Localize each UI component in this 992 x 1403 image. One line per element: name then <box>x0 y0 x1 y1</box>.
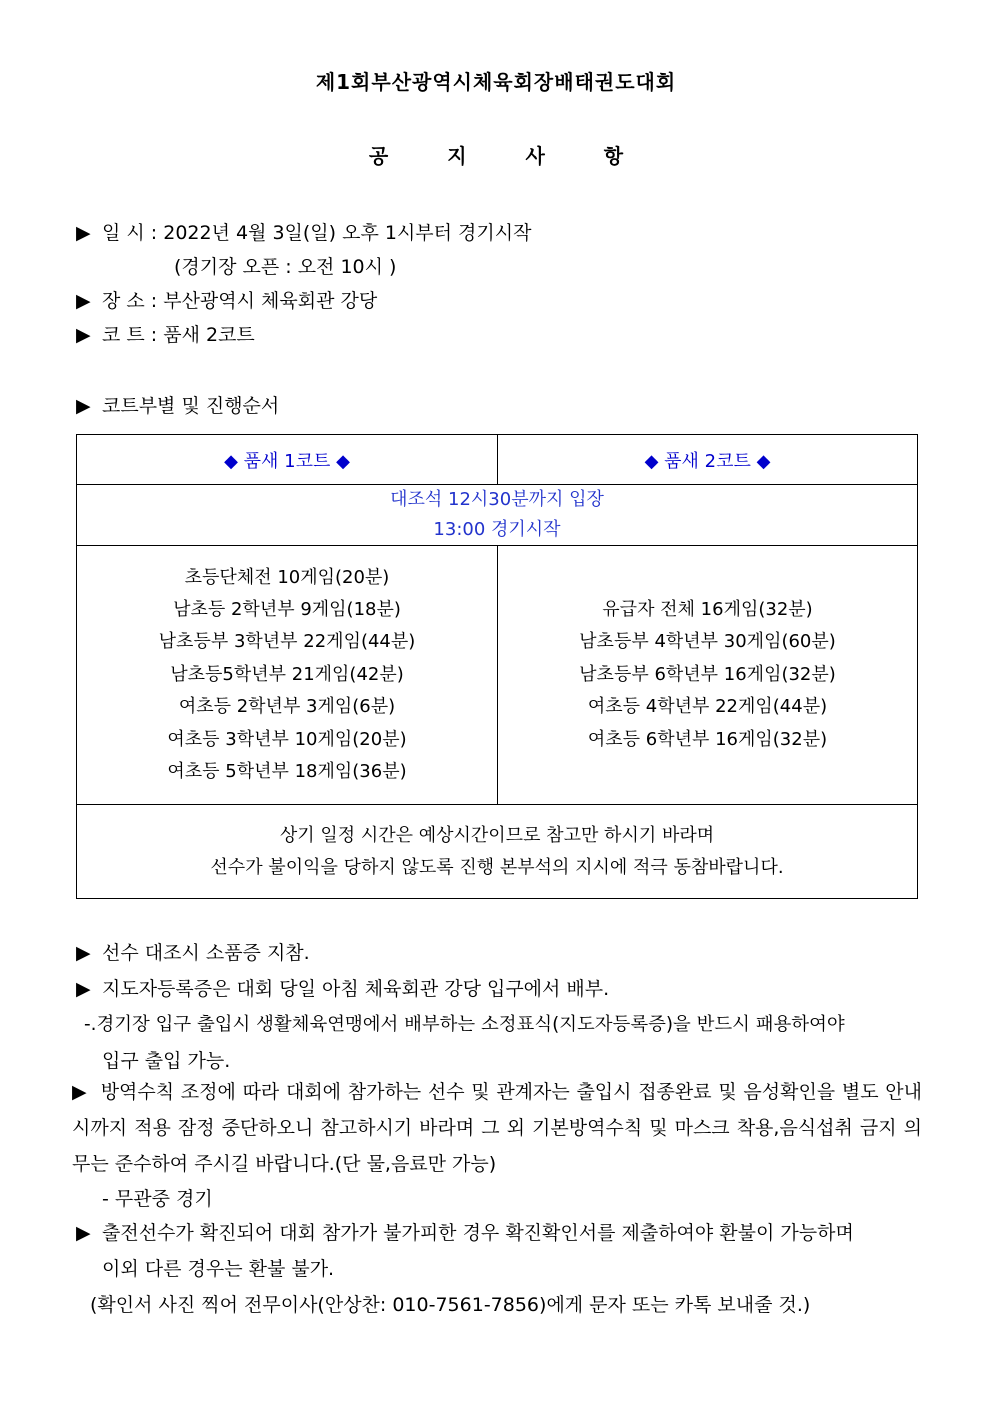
notice-2-sub-line-2: 입구 출입 가능. <box>102 1050 231 1072</box>
note-row <box>77 805 918 899</box>
schedule-table <box>76 434 918 899</box>
notice-3-text: 방역수칙 조정에 따라 대회에 참가하는 선수 및 관계자는 출입시 접종완료 및 음성확인을 별도 안내 시까지 적용 잠정 중단하오니 참고하시기 바라며 그 외 기본방역수칙 및 마스크 착용,음식섭취 금지 의무는 준수하여 주시길 바랍니다.(단 물,음료만 가능) <box>72 1081 922 1175</box>
document-subtitle: 공 지 사 항 <box>368 144 650 168</box>
bullet-arrow-icon: ▶ <box>76 290 91 312</box>
entry-line: 대조석 12시30분까지 입장 <box>390 489 604 510</box>
order-heading <box>76 391 279 418</box>
order-heading-text: 코트부별 및 진행순서 <box>102 395 280 417</box>
date-line: 일 시 : 2022년 4월 3일(일) 오후 1시부터 경기시작 <box>102 222 532 244</box>
notice-3-sub: - 무관중 경기 <box>102 1188 213 1210</box>
bullet-arrow-icon: ▶ <box>72 1081 88 1103</box>
table-header-row <box>77 435 918 485</box>
document-title: 제1회부산광역시체육회장배태권도대회 <box>315 70 677 94</box>
court1-header: ◆ 품새 1코트 ◆ <box>77 435 498 485</box>
list-item: 남초등부 3학년부 22게임(44분) <box>158 631 416 653</box>
list-item: 여초등 6학년부 16게임(32분) <box>587 728 828 750</box>
notice-1-text: 선수 대조시 소품증 지참. <box>102 942 310 964</box>
list-item: 여초등 2학년부 3게임(6분) <box>178 696 396 718</box>
list-item: 유급자 전체 16게임(32분) <box>602 598 813 620</box>
note-line-2: 선수가 불이익을 당하지 않도록 진행 본부석의 지시에 적극 동참바랍니다. <box>210 856 784 878</box>
list-item: 남초등부 4학년부 30게임(60분) <box>579 631 836 653</box>
notice-1 <box>76 938 310 965</box>
court2-header: ◆ 품새 2코트 ◆ <box>498 435 918 485</box>
list-item: 여초등 4학년부 22게임(44분) <box>587 696 828 718</box>
bullet-arrow-icon: ▶ <box>76 324 91 346</box>
entry-cell <box>77 485 918 546</box>
court-info <box>76 320 255 347</box>
list-item: 여초등 3학년부 10게임(20분) <box>167 728 407 750</box>
bullet-arrow-icon: ▶ <box>76 978 91 1000</box>
notice-4-text-line-1: 출전선수가 확진되어 대회 참가가 불가피한 경우 확진확인서를 제출하여야 환불이 가능하며 <box>102 1222 854 1244</box>
notice-4-text-line-2: 이외 다른 경우는 환불 불가. <box>102 1258 335 1280</box>
list-item: 남초등 2학년부 9게임(18분) <box>173 598 401 620</box>
open-time-line: (경기장 오픈 : 오전 10시 ) <box>174 256 397 278</box>
list-item: 남초등5학년부 21게임(42분) <box>170 663 404 685</box>
bullet-arrow-icon: ▶ <box>76 395 91 417</box>
entry-row <box>77 485 918 546</box>
notice-4-contact-note: (확인서 사진 찍어 전무이사(안상찬: 010-7561-7856)에게 문자 또는 카톡 보내줄 것.) <box>90 1294 811 1316</box>
bullet-arrow-icon: ▶ <box>76 942 91 964</box>
note-line-1: 상기 일정 시간은 예상시간이므로 참고만 하시기 바라며 <box>279 824 715 846</box>
note-cell <box>77 805 918 899</box>
court2-events <box>498 546 918 805</box>
venue-line: 장 소 : 부산광역시 체육회관 강당 <box>102 290 378 312</box>
notice-2 <box>76 974 609 1001</box>
date-info <box>76 218 531 245</box>
venue-info <box>76 286 377 313</box>
bullet-arrow-icon: ▶ <box>76 222 91 244</box>
notice-4 <box>76 1218 854 1245</box>
bullet-arrow-icon: ▶ <box>76 1222 91 1244</box>
notice-3 <box>72 1074 922 1182</box>
notice-2-sub-line-1: -.경기장 입구 출입시 생활체육연맹에서 배부하는 소정표식(지도자등록증)을 반드시 패용하여야 <box>84 1014 845 1035</box>
notice-2-text: 지도자등록증은 대회 당일 아침 체육회관 강당 입구에서 배부. <box>102 978 610 1000</box>
court1-events <box>77 546 498 805</box>
events-row <box>77 546 918 805</box>
list-item: 초등단체전 10게임(20분) <box>184 566 390 588</box>
list-item: 여초등 5학년부 18게임(36분) <box>167 761 407 783</box>
list-item: 남초등부 6학년부 16게임(32분) <box>579 663 836 685</box>
start-line: 13:00 경기시작 <box>433 519 561 540</box>
court-line: 코 트 : 품새 2코트 <box>102 324 255 346</box>
